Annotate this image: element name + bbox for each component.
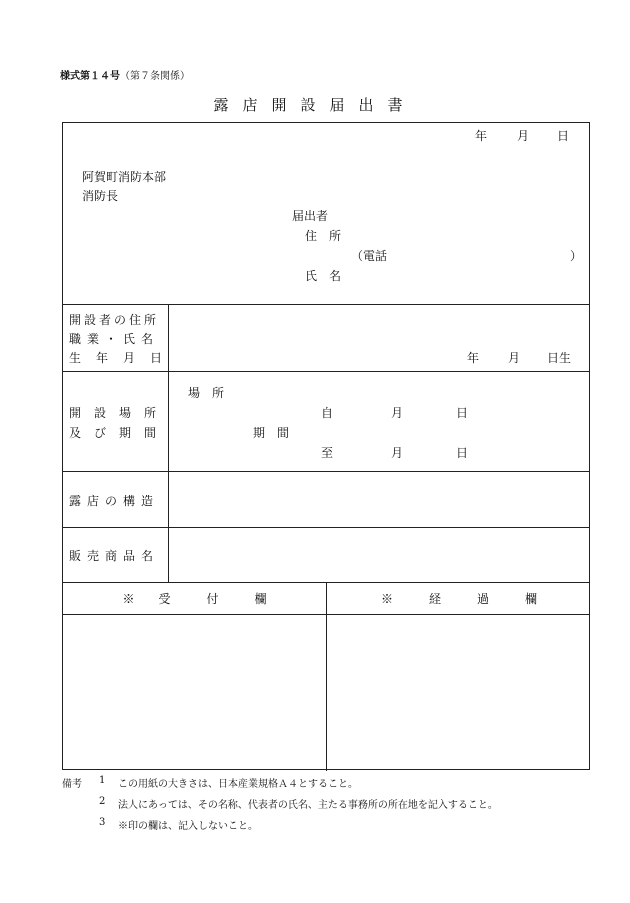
from-day: 日 — [456, 406, 469, 420]
date-year: 年 — [475, 129, 488, 143]
to-month: 月 — [391, 446, 404, 460]
recipient-title: 消防長 — [82, 189, 119, 203]
note-number: 2 — [99, 796, 106, 807]
phone-label: （電話 — [351, 249, 388, 263]
from-month: 月 — [391, 406, 404, 420]
goods-label: 販売商品名 — [69, 549, 160, 563]
note-item — [62, 775, 358, 790]
form-table — [62, 122, 590, 770]
form-number-label: 様式第１４号 — [60, 71, 120, 82]
birth-year: 年 — [467, 351, 480, 365]
progress-column-header: ※ 経 過 欄 — [380, 592, 537, 606]
notes-prefix: 備考 — [62, 779, 82, 790]
opener-label-name: 職業・氏名 — [69, 332, 160, 346]
to-label: 至 — [321, 446, 334, 460]
divider — [63, 371, 589, 372]
place-label: 場 所 — [188, 386, 225, 400]
opener-label-birth: 生年月日 — [69, 351, 178, 365]
birth-day: 日生 — [547, 351, 572, 365]
period-sub-label: 期 間 — [253, 426, 290, 440]
to-day: 日 — [456, 446, 469, 460]
name-label: 氏 名 — [305, 269, 342, 283]
page-title: 露店開設届出書 — [213, 96, 417, 114]
note-text: ※印の欄は、記入しないこと。 — [118, 821, 258, 832]
opener-label-address: 開設者の住所 — [69, 313, 160, 327]
phone-close: ） — [570, 249, 583, 263]
note-text: 法人にあっては、その名称、代表者の氏名、主たる事務所の所在地を記入すること。 — [118, 800, 498, 811]
divider — [63, 471, 589, 472]
notifier-label: 届出者 — [292, 209, 329, 223]
note-text: この用紙の大きさは、日本産業規格Ａ４とすること。 — [118, 779, 358, 790]
birth-month: 月 — [508, 351, 521, 365]
note-number: 1 — [99, 775, 106, 786]
structure-label: 露店の構造 — [69, 494, 160, 508]
column-divider — [326, 582, 327, 771]
reception-column-header: ※ 受 付 欄 — [122, 592, 267, 606]
from-label: 自 — [321, 406, 334, 420]
date-day: 日 — [557, 129, 570, 143]
form-number — [60, 67, 190, 82]
note-number: 3 — [99, 817, 106, 828]
location-label: 開設場所 — [69, 406, 170, 420]
divider — [63, 304, 589, 305]
label-divider — [168, 304, 169, 582]
form-article: （第７条関係） — [120, 71, 190, 82]
divider — [63, 527, 589, 528]
date-month: 月 — [517, 129, 530, 143]
period-label: 及び期間 — [69, 426, 170, 440]
recipient-office: 阿賀町消防本部 — [82, 170, 167, 184]
address-label: 住 所 — [305, 229, 342, 243]
